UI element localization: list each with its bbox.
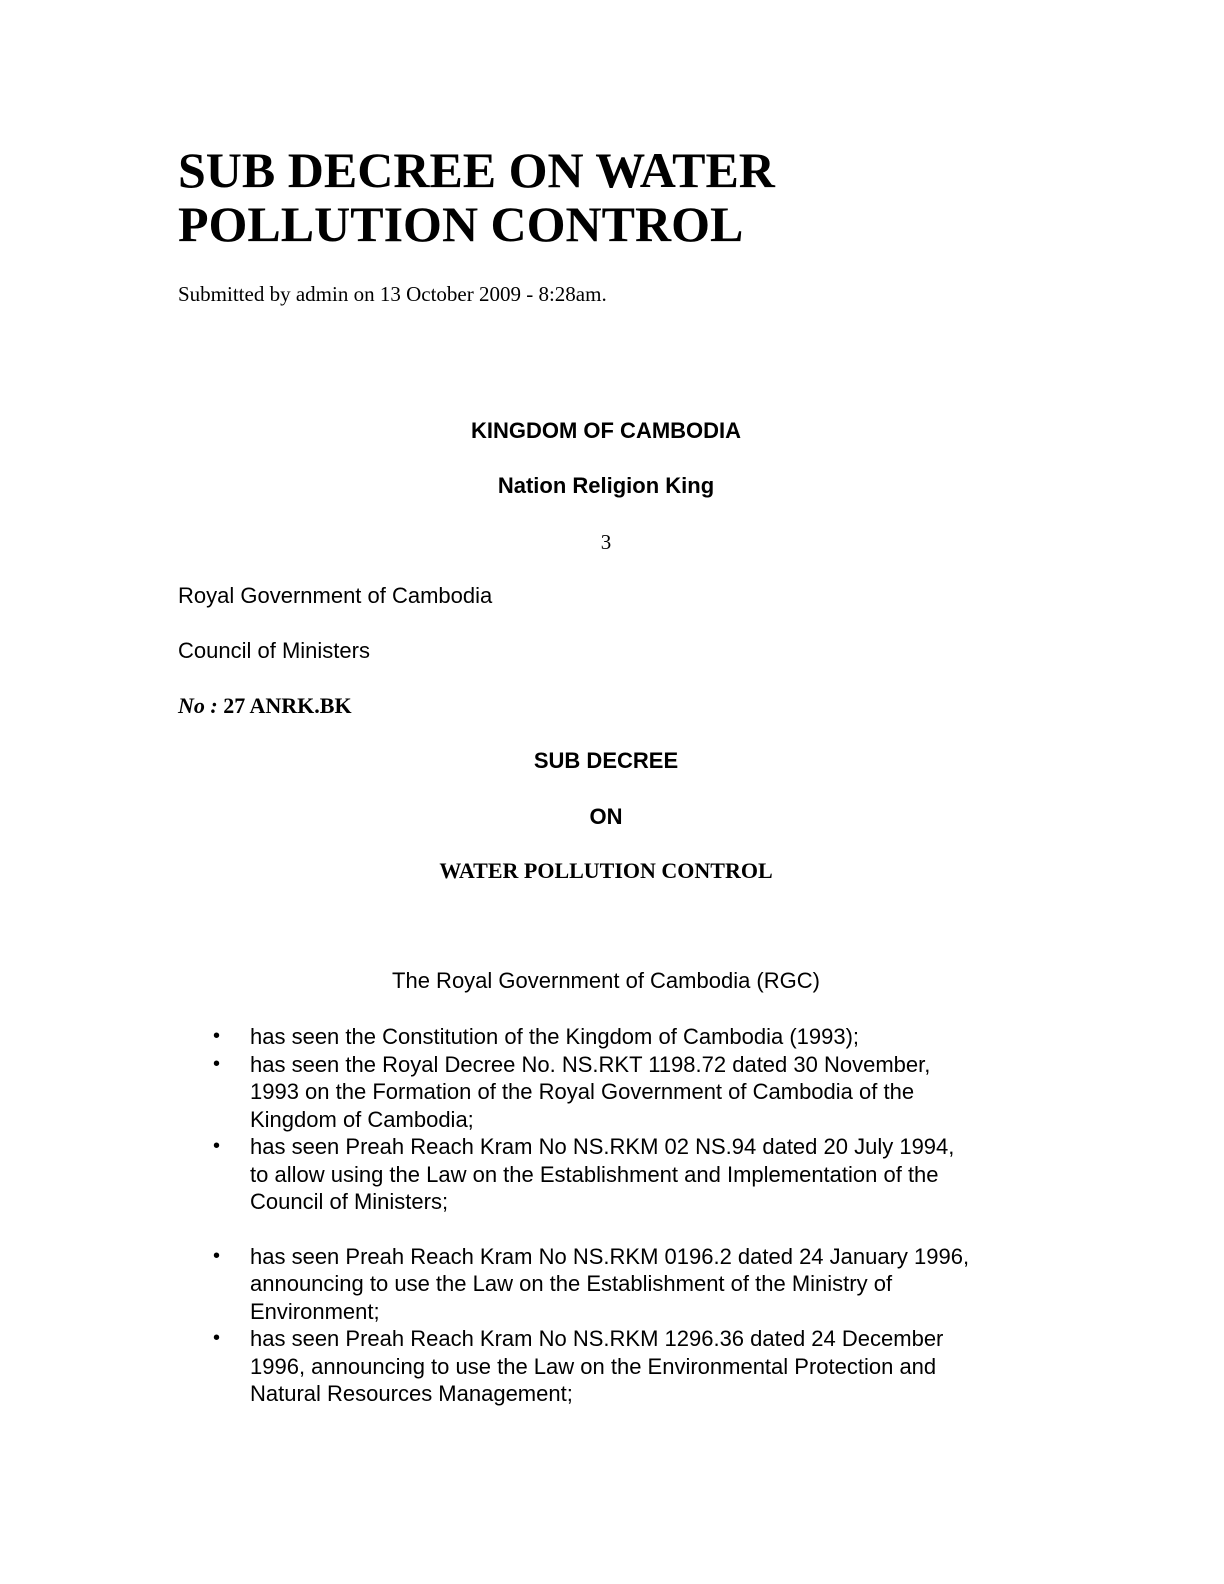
list-item-line: to allow using the Law on the Establishment and Implementation of the	[250, 1161, 939, 1187]
list-item-line: Natural Resources Management;	[250, 1381, 573, 1406]
list-item	[0, 1243, 1050, 1326]
list-item-line: has seen Preah Reach Kram No NS.RKM 02 NS.94 dated 20 July 1994,	[250, 1134, 955, 1159]
ornament-glyph: 3	[600, 530, 612, 554]
document-number-label: No :	[178, 693, 218, 718]
kingdom-heading: KINGDOM OF CAMBODIA	[470, 418, 742, 443]
list-item-line: has seen Preah Reach Kram No NS.RKM 1296.36 dated 24 December	[250, 1326, 944, 1351]
list-item-line: Council of Ministers;	[250, 1189, 449, 1214]
preamble-list	[0, 1023, 1224, 1408]
document-number-value: 27 ANRK.BK	[223, 693, 352, 718]
bullet-icon: •	[213, 1244, 221, 1267]
list-item-line: Kingdom of Cambodia;	[250, 1106, 474, 1132]
decree-heading-on: ON	[589, 804, 623, 829]
document-number	[178, 693, 352, 719]
council-name: Council of Ministers	[178, 638, 370, 663]
list-item-line: announcing to use the Law on the Establishment of the Ministry of	[250, 1271, 893, 1296]
list-item-line: 1996, announcing to use the Law on the Environmental Protection and	[250, 1353, 937, 1379]
decree-heading: SUB DECREE	[533, 748, 679, 773]
decree-subject: WATER POLLUTION CONTROL	[439, 858, 773, 883]
list-item	[0, 1325, 1050, 1408]
list-item-line: 1993 on the Formation of the Royal Government of Cambodia of the	[250, 1079, 915, 1104]
list-item	[0, 1023, 1050, 1051]
list-item-line: has seen the Royal Decree No. NS.RKT 1198.72 dated 30 November,	[250, 1051, 931, 1077]
bullet-icon: •	[213, 1025, 221, 1047]
preamble-intro: The Royal Government of Cambodia (RGC)	[392, 968, 820, 993]
bullet-icon: •	[213, 1327, 221, 1349]
list-item-line: Environment;	[250, 1298, 380, 1324]
document-title	[178, 143, 1078, 251]
bullet-icon: •	[213, 1135, 221, 1157]
document-title-line-1: SUB DECREE ON WATER	[178, 142, 775, 198]
national-motto: Nation Religion King	[497, 473, 715, 498]
list-item	[0, 1051, 1050, 1134]
list-item-line: has seen the Constitution of the Kingdom of Cambodia (1993);	[250, 1024, 860, 1049]
list-item	[0, 1133, 1050, 1216]
government-name: Royal Government of Cambodia	[178, 583, 493, 608]
bullet-icon: •	[213, 1052, 221, 1075]
list-item-line: has seen Preah Reach Kram No NS.RKM 0196.2 dated 24 January 1996,	[250, 1243, 970, 1269]
document-title-line-2: POLLUTION CONTROL	[178, 196, 744, 252]
submission-info: Submitted by admin on 13 October 2009 - 8:28am.	[178, 282, 607, 306]
